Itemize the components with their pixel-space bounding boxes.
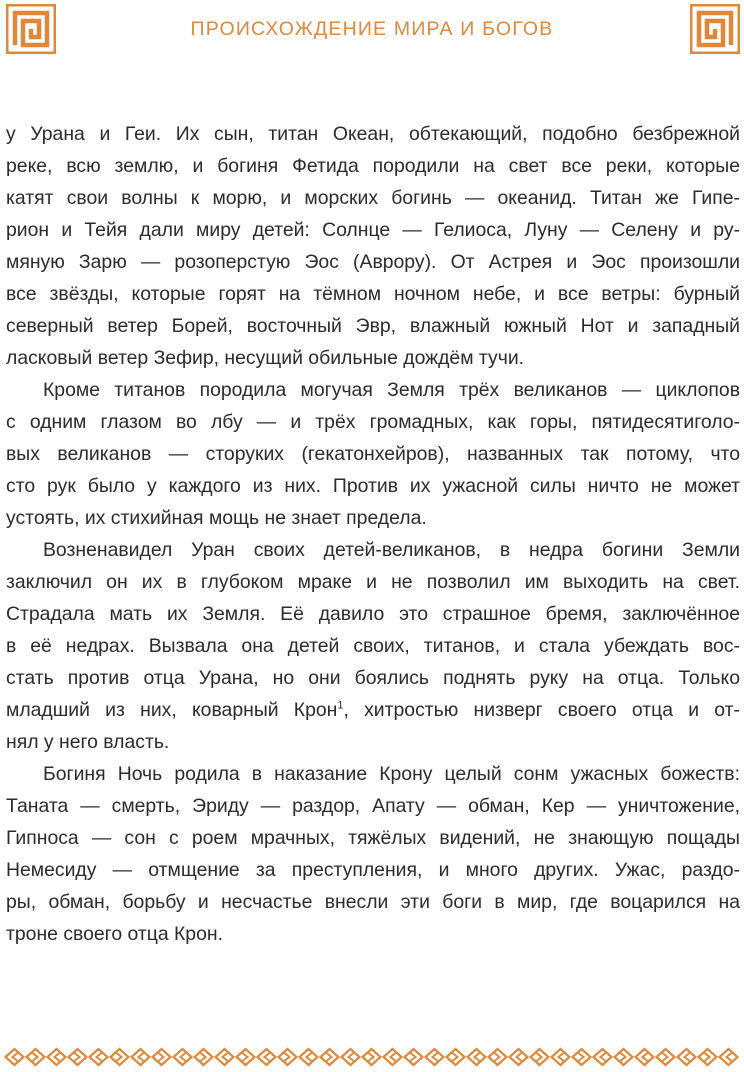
text-line: нял у него власть. — [6, 731, 170, 753]
border-motif — [69, 1049, 87, 1065]
border-motif — [405, 1049, 423, 1065]
text-line: заключил он их в глубоком мраке и не позволил им выходить на свет. — [6, 571, 740, 593]
paragraph — [6, 118, 740, 374]
border-motif — [426, 1049, 444, 1065]
border-motif — [678, 1049, 696, 1065]
text-line: Гипноса — сон с роем мрачных, тяжёлых видений, не знающую пощады — [6, 827, 740, 849]
text-line: Кроме титанов породила могучая Земля трёх великанов — циклопов — [43, 379, 740, 401]
text-line: с одним глазом во лбу — и трёх громадных, как горы, пятидесятиголо- — [6, 411, 740, 433]
border-motif — [27, 1049, 45, 1065]
text-line: рион и Тейя дали миру детей: Солнце — Гелиоса, Луну — Селену и ру- — [6, 219, 740, 241]
border-motif — [531, 1049, 549, 1065]
text-line: мяную Зарю — розоперстую Эос (Аврору). От Астрея и Эос произошли — [6, 251, 740, 273]
border-motif — [237, 1049, 255, 1065]
running-header-title: ПРОИСХОЖДЕНИЕ МИРА И БОГОВ — [190, 18, 554, 40]
border-motif — [111, 1049, 129, 1065]
border-motif — [195, 1049, 213, 1065]
text-line: вых великанов — сторуких (гекатонхейров), названных так потому, что — [6, 443, 740, 465]
text-line: катят свои волны к морю, и морских богинь — океанид. Титан же Гипе- — [6, 187, 740, 209]
border-motif — [552, 1049, 570, 1065]
text-line: Богиня Ночь родила в наказание Крону целый сонм ужасных божеств: — [43, 763, 740, 785]
text-line: в её недрах. Вызвала она детей своих, титанов, и стала убеждать вос- — [6, 635, 740, 657]
text-line: сто рук было у каждого из них. Против их ужасной силы ничто не может — [6, 475, 740, 497]
border-motif — [90, 1049, 108, 1065]
text-line: Немесиду — отмщение за преступления, и много других. Ужас, раздо- — [6, 859, 740, 881]
text-line: северный ветер Борей, восточный Эвр, влажный южный Нот и западный — [6, 315, 740, 337]
border-motif — [510, 1049, 528, 1065]
border-motif — [342, 1049, 360, 1065]
paragraph — [6, 758, 740, 950]
border-motif — [468, 1049, 486, 1065]
border-motif — [447, 1049, 465, 1065]
border-motif — [48, 1049, 66, 1065]
ornamental-border — [4, 1046, 740, 1068]
paragraph — [6, 374, 740, 534]
body-text — [6, 118, 740, 950]
border-motif — [573, 1049, 591, 1065]
text-line: все звёзды, которые горят на тёмном ночном небе, и все ветры: бурный — [6, 283, 740, 305]
border-motif — [153, 1049, 171, 1065]
text-line: у Урана и Геи. Их сын, титан Океан, обтекающий, подобно безбрежной — [6, 123, 740, 145]
border-motif — [657, 1049, 675, 1065]
footnote-mark: 1 — [337, 699, 344, 712]
border-motif — [384, 1049, 402, 1065]
text-line: стать против отца Урана, но они боялись поднять руку на отца. Только — [6, 667, 740, 689]
text-line: реке, всю землю, и богиня Фетида породили на свет все реки, которые — [6, 155, 740, 177]
text-line: ласковый ветер Зефир, несущий обильные дождём тучи. — [6, 347, 525, 369]
text-line: Страдала мать их Земля. Её давило это страшное бремя, заключённое — [6, 603, 740, 625]
border-motif — [258, 1049, 276, 1065]
text-line — [6, 694, 740, 726]
border-motif — [615, 1049, 633, 1065]
text-line: Таната — смерть, Эриду — раздор, Апату — обман, Кер — уничтожение, — [6, 795, 740, 817]
text-line: Возненавидел Уран своих детей-великанов, в недра богини Земли — [43, 539, 740, 561]
border-motif — [489, 1049, 507, 1065]
paragraph — [6, 534, 740, 758]
border-motif — [363, 1049, 381, 1065]
text-line: ры, обман, борьбу и несчастье внесли эти боги в мир, где воцарился на — [6, 891, 740, 913]
text-line: троне своего отца Крон. — [6, 923, 223, 945]
footnote-line-after: , хитростью низверг своего отца и от- — [343, 699, 740, 721]
border-motif — [699, 1049, 717, 1065]
text-line: устоять, их стихийная мощь не знает предела. — [6, 507, 427, 529]
border-motif — [636, 1049, 654, 1065]
greek-meander-icon — [690, 4, 740, 54]
border-motif — [216, 1049, 234, 1065]
border-motif — [6, 1049, 24, 1065]
border-motif — [174, 1049, 192, 1065]
page-header — [0, 0, 744, 62]
border-motif — [279, 1049, 297, 1065]
footnote-line-before: младший из них, коварный Крон — [6, 699, 338, 721]
border-motif — [321, 1049, 339, 1065]
border-motif — [300, 1049, 318, 1065]
border-motif — [132, 1049, 150, 1065]
border-motif — [720, 1049, 738, 1065]
border-motif — [594, 1049, 612, 1065]
